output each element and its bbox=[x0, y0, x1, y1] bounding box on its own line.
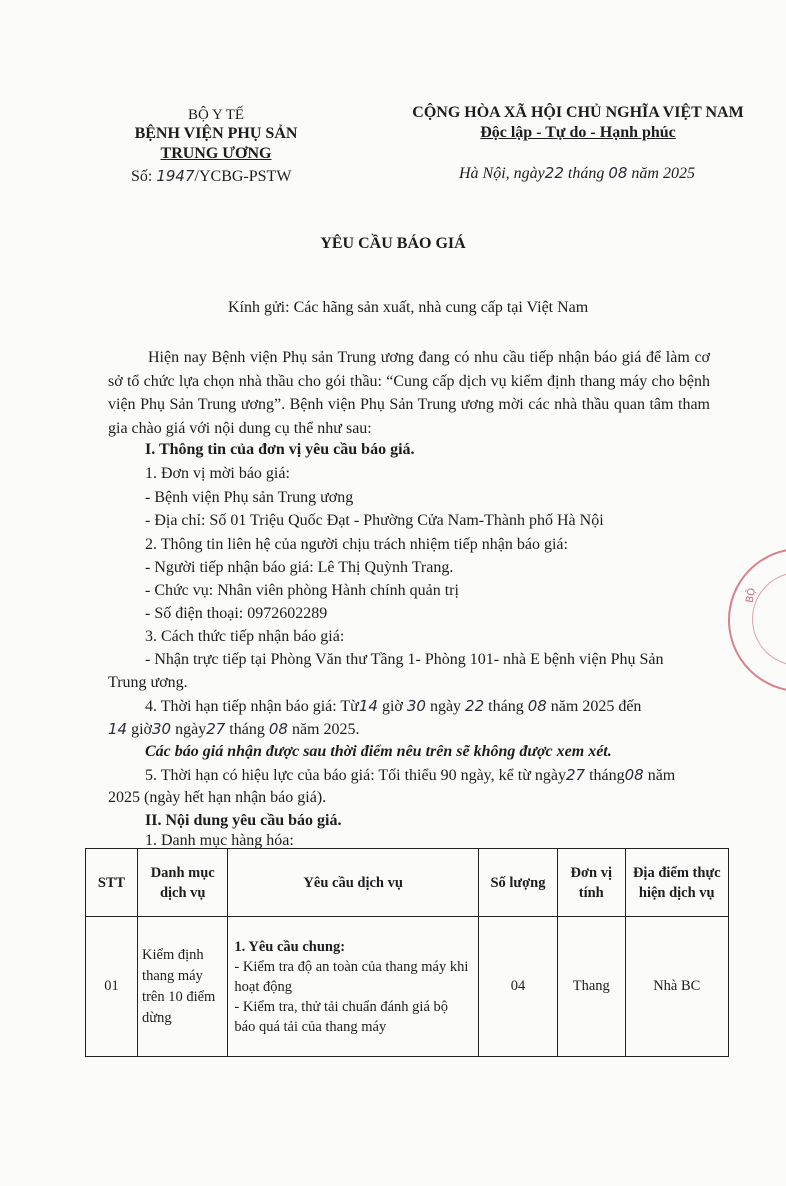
receiver-name: - Người tiếp nhận báo giá: Lê Thị Quỳnh Trang. bbox=[145, 559, 454, 576]
deadline-text: giờ bbox=[131, 721, 152, 738]
deadline-line1 bbox=[145, 697, 641, 716]
validity-text: 5. Thời hạn có hiệu lực của báo giá: Tối thiểu 90 ngày, kể từ ngày bbox=[145, 767, 566, 784]
section1-item3: 3. Cách thức tiếp nhận báo giá: bbox=[145, 628, 345, 645]
deadline-text: tháng bbox=[488, 698, 524, 715]
requirement-line1: - Kiểm tra độ an toàn của thang máy khi hoạt động bbox=[234, 958, 469, 995]
deadline-text: năm 2025. bbox=[291, 721, 360, 738]
header-quantity: Số lượng bbox=[478, 849, 557, 917]
receiver-phone: - Số điện thoại: 0972602289 bbox=[145, 605, 328, 622]
table-row bbox=[86, 917, 729, 1057]
section1-heading: I. Thông tin của đơn vị yêu cầu báo giá. bbox=[145, 441, 415, 458]
deadline-hour-to: 14 bbox=[108, 720, 128, 738]
validity-month: 08 bbox=[624, 766, 644, 784]
requirement-heading: 1. Yêu cầu chung: bbox=[234, 938, 346, 955]
header-location: Địa điểm thực hiện dịch vụ bbox=[625, 849, 728, 917]
date-month-handwritten: 08 bbox=[608, 164, 628, 182]
header-service: Danh mục dịch vụ bbox=[138, 849, 228, 917]
cell-unit: Thang bbox=[558, 917, 626, 1057]
deadline-month-from: 08 bbox=[527, 697, 547, 715]
deadline-text: 4. Thời hạn tiếp nhận báo giá: Từ bbox=[145, 698, 359, 715]
header-requirement: Yêu cầu dịch vụ bbox=[228, 849, 479, 917]
deadline-day-to: 27 bbox=[206, 720, 226, 738]
validity-text: năm bbox=[647, 767, 676, 784]
section1-item2: 2. Thông tin liên hệ của người chịu trách nhiệm tiếp nhận báo giá: bbox=[145, 536, 568, 553]
header-stt: STT bbox=[86, 849, 138, 917]
validity-line2: 2025 (ngày hết hạn nhận báo giá). bbox=[108, 789, 327, 806]
method-line2: Trung ương. bbox=[108, 674, 188, 691]
date-day-handwritten: 22 bbox=[544, 164, 564, 182]
deadline-text: năm 2025 đến bbox=[550, 698, 642, 715]
cell-requirement bbox=[228, 917, 479, 1057]
deadline-text: ngày bbox=[429, 698, 462, 715]
deadline-hour-from: 14 bbox=[358, 697, 378, 715]
deadline-line2 bbox=[108, 720, 359, 739]
section1-item1: 1. Đơn vị mời báo giá: bbox=[145, 465, 290, 482]
deadline-month-to: 08 bbox=[268, 720, 288, 738]
table-header-row bbox=[86, 849, 729, 917]
date-prefix: Hà Nội, ngày bbox=[459, 165, 545, 182]
validity-line1 bbox=[145, 766, 675, 785]
doc-no-suffix: /YCBG-PSTW bbox=[194, 168, 292, 185]
requirement-line2: - Kiểm tra, thử tải chuẩn đánh giá bộ báo quá tải của thang máy bbox=[234, 998, 449, 1035]
validity-text: tháng bbox=[589, 767, 625, 784]
doc-no-handwritten: 1947 bbox=[156, 167, 195, 185]
document-number bbox=[131, 167, 291, 186]
deadline-minute-from: 30 bbox=[406, 697, 426, 715]
recipient-line: Kính gửi: Các hãng sản xuất, nhà cung cấp tại Việt Nam bbox=[228, 299, 589, 316]
document-title: YÊU CẦU BÁO GIÁ bbox=[320, 235, 466, 252]
deadline-text: giờ bbox=[381, 698, 403, 715]
goods-table bbox=[85, 848, 729, 1057]
hospital-name-line2: TRUNG ƯƠNG bbox=[160, 145, 272, 162]
national-motto: Độc lập - Tự do - Hạnh phúc bbox=[480, 124, 676, 141]
doc-no-prefix: Số: bbox=[131, 168, 153, 185]
receiver-position: - Chức vụ: Nhân viên phòng Hành chính quản trị bbox=[145, 582, 459, 599]
date-month-label: tháng bbox=[567, 165, 605, 182]
section2-heading: II. Nội dung yêu cầu báo giá. bbox=[145, 812, 342, 829]
deadline-text: tháng bbox=[229, 721, 265, 738]
hospital-name-line1: BỆNH VIỆN PHỤ SẢN bbox=[134, 125, 298, 142]
validity-day: 27 bbox=[565, 766, 586, 784]
cell-location: Nhà BC bbox=[625, 917, 728, 1057]
unit-name: - Bệnh viện Phụ sản Trung ương bbox=[145, 489, 354, 506]
official-stamp-text: BỘ bbox=[744, 587, 759, 604]
intro-paragraph: Hiện nay Bệnh viện Phụ sản Trung ương đang có nhu cầu tiếp nhận báo giá để làm cơ sở tổ chức lựa chọn nhà thầu cho gói thầu: “Cung cấp dịch vụ kiểm định thang máy cho bệnh viện Phụ Sản Trung ương”. Bệnh viện Phụ Sản Trung ương mời các nhà thầu quan tâm tham gia chào giá với nội dung cụ thể như sau: bbox=[108, 349, 710, 437]
deadline-day-from: 22 bbox=[465, 697, 485, 715]
deadline-text: ngày bbox=[175, 721, 207, 738]
unit-address: - Địa chỉ: Số 01 Triệu Quốc Đạt - Phường Cửa Nam-Thành phố Hà Nội bbox=[145, 512, 604, 529]
deadline-minute-to: 30 bbox=[152, 720, 172, 738]
date-year: năm 2025 bbox=[631, 165, 695, 182]
header-unit: Đơn vị tính bbox=[558, 849, 626, 917]
country-name: CỘNG HÒA XÃ HỘI CHỦ NGHĨA VIỆT NAM bbox=[412, 104, 744, 121]
cell-stt: 01 bbox=[86, 917, 138, 1057]
method-line1: - Nhận trực tiếp tại Phòng Văn thư Tầng 1- Phòng 101- nhà E bệnh viện Phụ Sản bbox=[145, 651, 664, 668]
issue-date bbox=[459, 164, 695, 183]
ministry-name: BỘ Y TẾ bbox=[187, 107, 245, 123]
cell-service: Kiểm định thang máy trên 10 điểm dừng bbox=[138, 917, 228, 1057]
section2-item1: 1. Danh mục hàng hóa: bbox=[145, 832, 294, 849]
late-submission-note: Các báo giá nhận được sau thời điểm nêu trên sẽ không được xem xét. bbox=[145, 743, 612, 760]
cell-quantity: 04 bbox=[478, 917, 557, 1057]
